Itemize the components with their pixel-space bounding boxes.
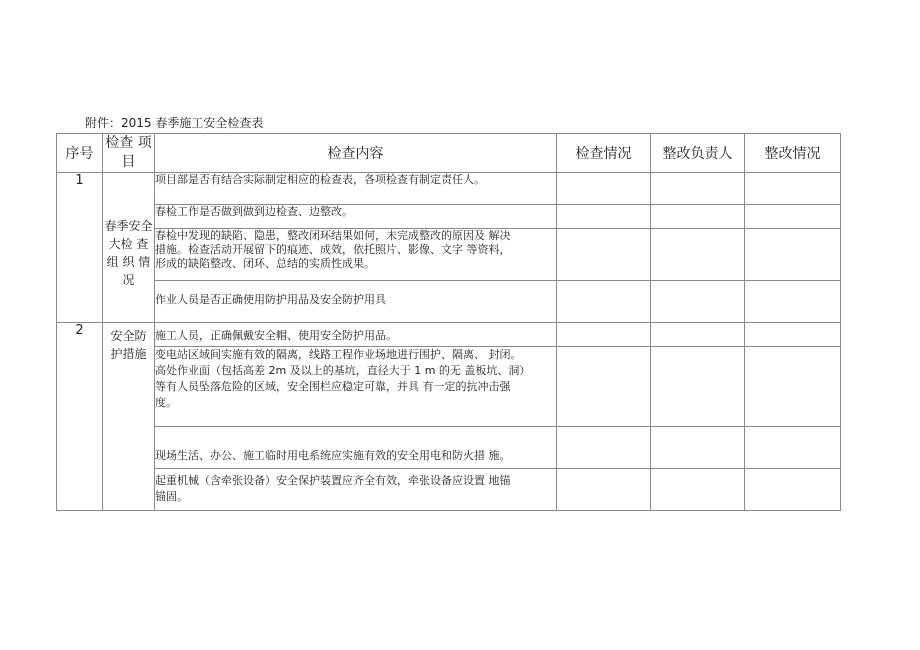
- status-cell[interactable]: [557, 469, 651, 511]
- content-line: 形成的缺陷整改、闭环、总结的实质性成果。: [155, 257, 375, 270]
- seq-cell: 2: [57, 323, 103, 511]
- owner-cell[interactable]: [651, 173, 745, 205]
- content-line: 高处作业面（包括高差 2m 及以上的基坑，直径大于 1 m 的无 盖板坑、洞）: [155, 364, 531, 377]
- table-row: [57, 229, 841, 281]
- table-caption: 附件：2015 春季施工安全检查表: [85, 116, 264, 130]
- content-line: 锚固。: [155, 490, 188, 503]
- status-cell[interactable]: [557, 173, 651, 205]
- content-cell: [155, 205, 557, 229]
- rectify-cell[interactable]: [745, 427, 841, 469]
- status-cell[interactable]: [557, 347, 651, 427]
- owner-cell[interactable]: [651, 427, 745, 469]
- status-cell[interactable]: [557, 281, 651, 323]
- content-line: 起重机械（含牵张设备）安全保护装置应齐全有效，牵张设备应设置 地锚: [155, 474, 511, 487]
- table-row: [57, 347, 841, 427]
- content-line: 变电站区域间实施有效的隔离，线路工程作业场地进行围护、隔离、 封闭。: [155, 348, 522, 361]
- header-owner: 整改负责人: [651, 134, 745, 173]
- content-line: 作业人员是否正确使用防护用品及安全防护用具: [155, 293, 386, 306]
- content-cell: [155, 229, 557, 281]
- content-line: 春检工作是否做到做到边检查、边整改。: [155, 205, 353, 218]
- status-cell[interactable]: [557, 427, 651, 469]
- content-line: 施工人员，正确佩戴安全帽、使用安全防护用品。: [155, 329, 397, 342]
- table-row: [57, 469, 841, 511]
- rectify-cell[interactable]: [745, 469, 841, 511]
- header-seq: 序号: [57, 134, 103, 173]
- rectify-cell[interactable]: [745, 323, 841, 347]
- content-cell: [155, 427, 557, 469]
- owner-cell[interactable]: [651, 469, 745, 511]
- content-cell: [155, 281, 557, 323]
- status-cell[interactable]: [557, 205, 651, 229]
- content-cell: [155, 469, 557, 511]
- owner-cell[interactable]: [651, 323, 745, 347]
- rectify-cell[interactable]: [745, 205, 841, 229]
- rectify-cell[interactable]: [745, 347, 841, 427]
- rectify-cell[interactable]: [745, 229, 841, 281]
- item-cell: 安全防 护措施: [103, 323, 155, 511]
- rectify-cell[interactable]: [745, 281, 841, 323]
- content-line: 等有人员坠落危险的区域，安全围栏应稳定可靠，并具 有一定的抗冲击强: [155, 380, 511, 393]
- header-row: [57, 134, 841, 173]
- content-cell: [155, 323, 557, 347]
- owner-cell[interactable]: [651, 281, 745, 323]
- status-cell[interactable]: [557, 229, 651, 281]
- owner-cell[interactable]: [651, 205, 745, 229]
- content-line: 度。: [155, 396, 177, 409]
- header-item: 检查 项目: [103, 134, 155, 173]
- table-row: [57, 205, 841, 229]
- header-rectify: 整改情况: [745, 134, 841, 173]
- table-row: [57, 281, 841, 323]
- inspection-table: [56, 133, 841, 511]
- item-cell: 春季安全大检 查组 织 情况: [103, 173, 155, 323]
- content-cell: [155, 173, 557, 205]
- owner-cell[interactable]: [651, 229, 745, 281]
- seq-cell: 1: [57, 173, 103, 323]
- table-row: [57, 427, 841, 469]
- content-line: 措施。检查活动开展留下的痕迹、成效，依托照片、影像、文字 等资料，: [155, 243, 511, 256]
- content-line: 项目部是否有结合实际制定相应的检查表，各项检查有制定责任人。: [155, 173, 485, 186]
- table-row: [57, 173, 841, 205]
- content-line: 春检中发现的缺陷、隐患，整改闭环结果如何，未完成整改的原因及 解决: [155, 229, 511, 242]
- content-line: 现场生活、办公、施工临时用电系统应实施有效的安全用电和防火措 施。: [155, 449, 511, 462]
- owner-cell[interactable]: [651, 347, 745, 427]
- header-content: 检查内容: [155, 134, 557, 173]
- content-cell: [155, 347, 557, 427]
- table-row: [57, 323, 841, 347]
- header-status: 检查情况: [557, 134, 651, 173]
- status-cell[interactable]: [557, 323, 651, 347]
- rectify-cell[interactable]: [745, 173, 841, 205]
